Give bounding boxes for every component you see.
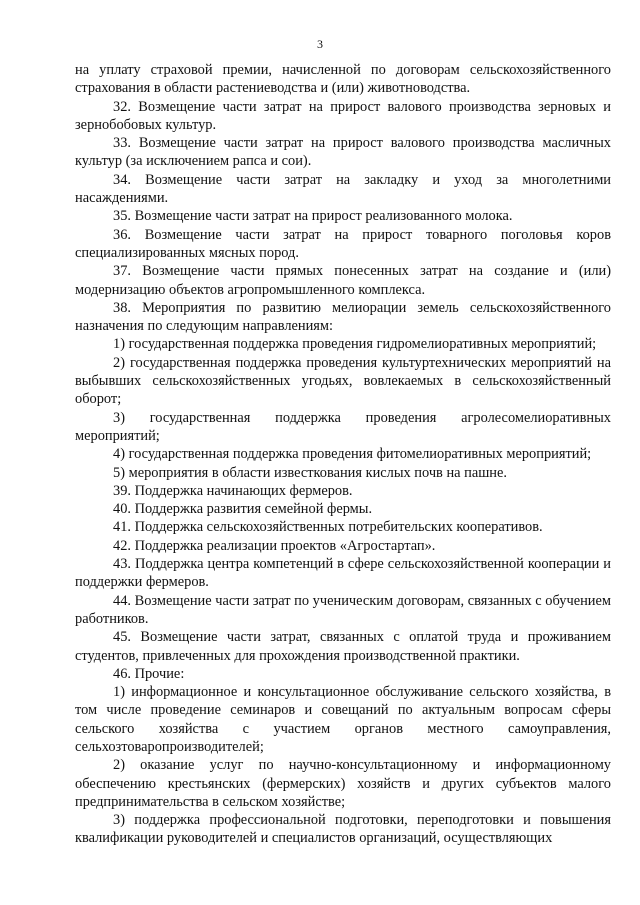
item-38-sub-2: 2) государственная поддержка проведения культуртехнических мероприятий на выбывших сельскохозяйственных угодьях, вовлекаемых в сельскохозяйственный оборот; xyxy=(75,354,611,408)
item-40: 40. Поддержка развития семейной фермы. xyxy=(113,501,373,518)
item-33: 33. Возмещение части затрат на прирост валового производства масличных культур (за исключением рапса и сои). xyxy=(75,135,611,170)
item-39: 39. Поддержка начинающих фермеров. xyxy=(113,482,353,499)
paragraph-continuation: на уплату страховой премии, начисленной по договорам сельскохозяйственного страхования в области растениеводства и (или) животноводства. xyxy=(75,62,611,97)
item-38-sub-4: 4) государственная поддержка проведения фитомелиоративных мероприятий; xyxy=(113,446,592,463)
item-46-sub-3: 3) поддержка профессиональной подготовки, переподготовки и повышения квалификации руководителей и специалистов организаций, осуществляющих xyxy=(75,812,611,847)
item-43: 43. Поддержка центра компетенций в сфере сельскохозяйственной кооперации и поддержки фермеров. xyxy=(75,556,611,591)
item-34: 34. Возмещение части затрат на закладку и уход за многолетними насаждениями. xyxy=(75,171,611,207)
item-38-sub-1: 1) государственная поддержка проведения гидромелиоративных мероприятий; xyxy=(113,336,597,353)
item-44: 44. Возмещение части затрат по ученическим договорам, связанных с обучением работников. xyxy=(75,592,611,627)
item-37: 37. Возмещение части прямых понесенных затрат на создание и (или) модернизацию объектов агропромышленного комплекса. xyxy=(75,263,611,298)
item-42: 42. Поддержка реализации проектов «Агростартап». xyxy=(113,537,436,554)
item-38: 38. Мероприятия по развитию мелиорации земель сельскохозяйственного назначения по следующим направлениям: xyxy=(75,299,611,335)
item-38-sub-3: 3) государственная поддержка проведения агролесомелиоративных мероприятий; xyxy=(75,409,611,444)
item-35: 35. Возмещение части затрат на прирост реализованного молока. xyxy=(113,208,513,225)
item-38-sub-5: 5) мероприятия в области известкования кислых почв на пашне. xyxy=(113,464,507,481)
item-46-sub-2: 2) оказание услуг по научно-консультационному и информационному обеспечению крестьянских (фермерских) хозяйств и других субъектов малого предпринимательства в сельском хозяйстве; xyxy=(75,757,611,810)
item-41: 41. Поддержка сельскохозяйственных потребительских кооперативов. xyxy=(113,519,543,536)
item-46-sub-1: 1) информационное и консультационное обслуживание сельского хозяйства, в том числе проведение семинаров и совещаний по актуальным вопросам сферы сельского хозяйства с участием органов местного самоуправления, сельхозтоваропроизводителей; xyxy=(75,684,611,755)
document-body xyxy=(75,61,611,848)
item-32: 32. Возмещение части затрат на прирост валового производства зерновых и зернобобовых культур. xyxy=(75,98,611,133)
item-46: 46. Прочие: xyxy=(113,665,185,682)
item-36: 36. Возмещение части затрат на прирост товарного поголовья коров специализированных мясных пород. xyxy=(75,226,611,261)
item-45: 45. Возмещение части затрат, связанных с оплатой труда и проживанием студентов, привлеченных для прохождения производственной практики. xyxy=(75,629,611,664)
page-number: 3 xyxy=(317,37,323,51)
